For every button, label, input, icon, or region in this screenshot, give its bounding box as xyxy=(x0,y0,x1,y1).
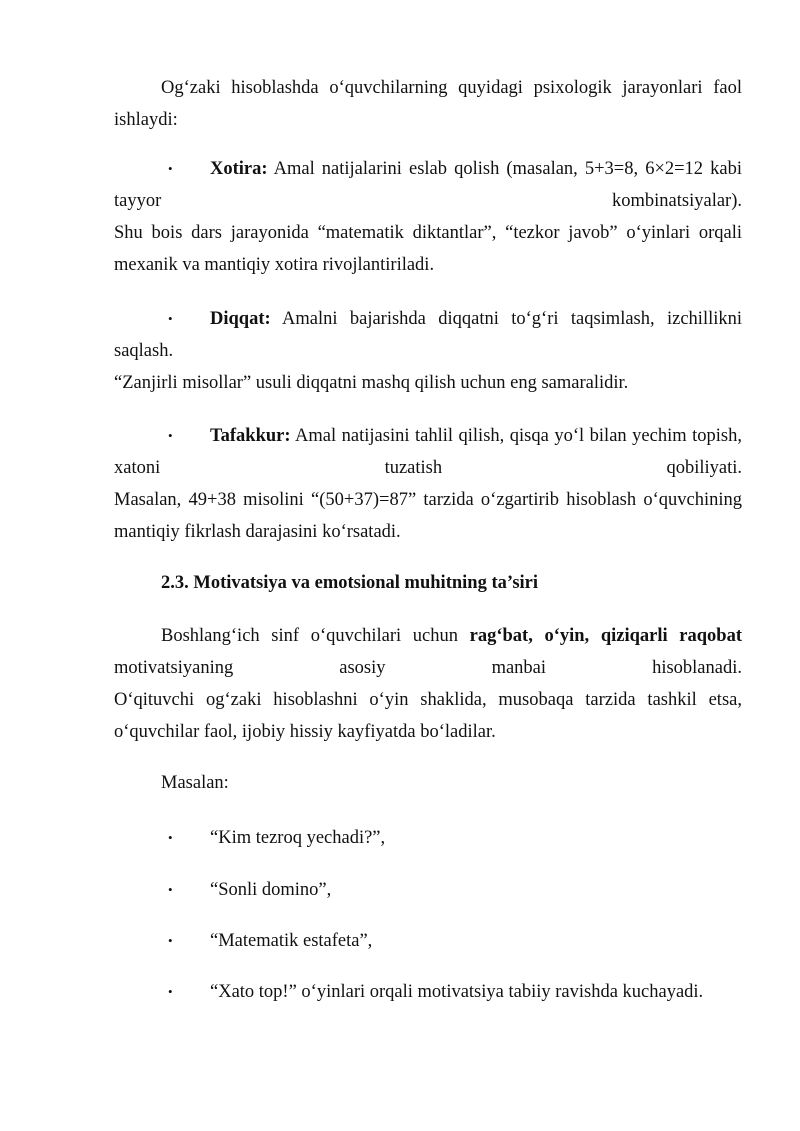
thinking-term: Tafakkur: xyxy=(210,426,291,446)
attention-term: Diqqat: xyxy=(210,309,271,329)
motivation-line-3: O‘qituvchi og‘zaki hisoblashni o‘yin shaklida, musobaqa tarzida tashkil etsa, xyxy=(114,690,742,710)
thinking-continuation xyxy=(114,452,742,548)
attention-line-1-text: Amalni bajarishda diqqatni to‘g‘ri taqsimlash, izchillikni xyxy=(270,309,742,329)
motivation-line-2-b: asosiy xyxy=(339,658,386,678)
example-text: “Matematik estafeta”, xyxy=(210,931,373,951)
memory-line-4: mexanik va mantiqiy xotira rivojlantiriladi. xyxy=(114,255,435,275)
motivation-line-4: o‘quvchilar faol, ijobiy hissiy kayfiyatda bo‘ladilar. xyxy=(114,722,496,742)
attention-continuation xyxy=(114,335,742,399)
thinking-line-2 xyxy=(114,452,742,484)
example-item xyxy=(114,976,742,1008)
bullet-marker: • xyxy=(168,428,173,443)
thinking-line-3: Masalan, 49+38 misolini “(50+37)=87” tarzida o‘zgartirib hisoblash o‘quvchining xyxy=(114,490,742,510)
bullet-marker: • xyxy=(168,830,173,845)
memory-line-1-text: Amal natijalarini eslab qolish (masalan, 5+3=8, 6×2=12 kabi xyxy=(267,159,742,179)
motivation-line-2 xyxy=(114,652,742,684)
attention-bullet-item xyxy=(114,303,742,335)
memory-line-2 xyxy=(114,185,742,217)
memory-term: Xotira: xyxy=(210,159,268,179)
section-heading: 2.3. Motivatsiya va emotsional muhitning ta’siri xyxy=(161,573,539,593)
thinking-line-1-text: Amal natijasini tahlil qilish, qisqa yo‘l bilan yechim topish, xyxy=(290,426,742,446)
example-text: “Sonli domino”, xyxy=(210,880,332,900)
memory-continuation xyxy=(114,185,742,281)
thinking-bullet-item xyxy=(114,420,742,452)
attention-line-1 xyxy=(210,303,742,335)
memory-line-1 xyxy=(210,153,742,185)
example-text: “Xato top!” o‘yinlari orqali motivatsiya tabiiy ravishda kuchayadi. xyxy=(210,982,704,1002)
thinking-line-2-a: xatoni xyxy=(114,458,161,478)
example-text: “Kim tezroq yechadi?”, xyxy=(210,828,386,848)
example-item xyxy=(114,925,742,957)
memory-line-2-right: kombinatsiyalar). xyxy=(612,191,742,211)
attention-line-3: “Zanjirli misollar” usuli diqqatni mashq qilish uchun eng samaralidir. xyxy=(114,373,629,393)
bullet-marker: • xyxy=(168,933,173,948)
motivation-line-1-bold: rag‘bat, o‘yin, qiziqarli raqobat xyxy=(469,626,742,646)
thinking-line-2-b: tuzatish xyxy=(384,458,443,478)
motivation-line-1-start: Boshlang‘ich sinf o‘quvchilari uchun xyxy=(161,626,470,646)
thinking-line-1 xyxy=(210,420,742,452)
thinking-line-4: mantiqiy fikrlash darajasini ko‘rsatadi. xyxy=(114,522,401,542)
motivation-line-2-c: manbai xyxy=(491,658,547,678)
memory-line-2-left: tayyor xyxy=(114,191,162,211)
examples-label: Masalan: xyxy=(161,773,229,793)
example-item xyxy=(114,822,742,854)
intro-line-2: ishlaydi: xyxy=(114,110,178,130)
thinking-line-2-c: qobiliyati. xyxy=(666,458,742,478)
intro-paragraph xyxy=(114,72,742,136)
memory-bullet-item xyxy=(114,153,742,185)
motivation-line-1 xyxy=(114,620,742,652)
bullet-marker: • xyxy=(168,311,173,326)
example-item xyxy=(114,874,742,906)
attention-line-2: saqlash. xyxy=(114,341,174,361)
motivation-line-2-a: motivatsiyaning xyxy=(114,658,234,678)
motivation-line-2-d: hisoblanadi. xyxy=(652,658,742,678)
memory-line-3: Shu bois dars jarayonida “matematik diktantlar”, “tezkor javob” o‘yinlari orqali xyxy=(114,223,742,243)
bullet-marker: • xyxy=(168,882,173,897)
bullet-marker: • xyxy=(168,161,173,176)
bullet-marker: • xyxy=(168,984,173,999)
motivation-paragraph xyxy=(114,620,742,748)
intro-line-1: Og‘zaki hisoblashda o‘quvchilarning quyidagi psixologik jarayonlari faol xyxy=(161,78,742,98)
